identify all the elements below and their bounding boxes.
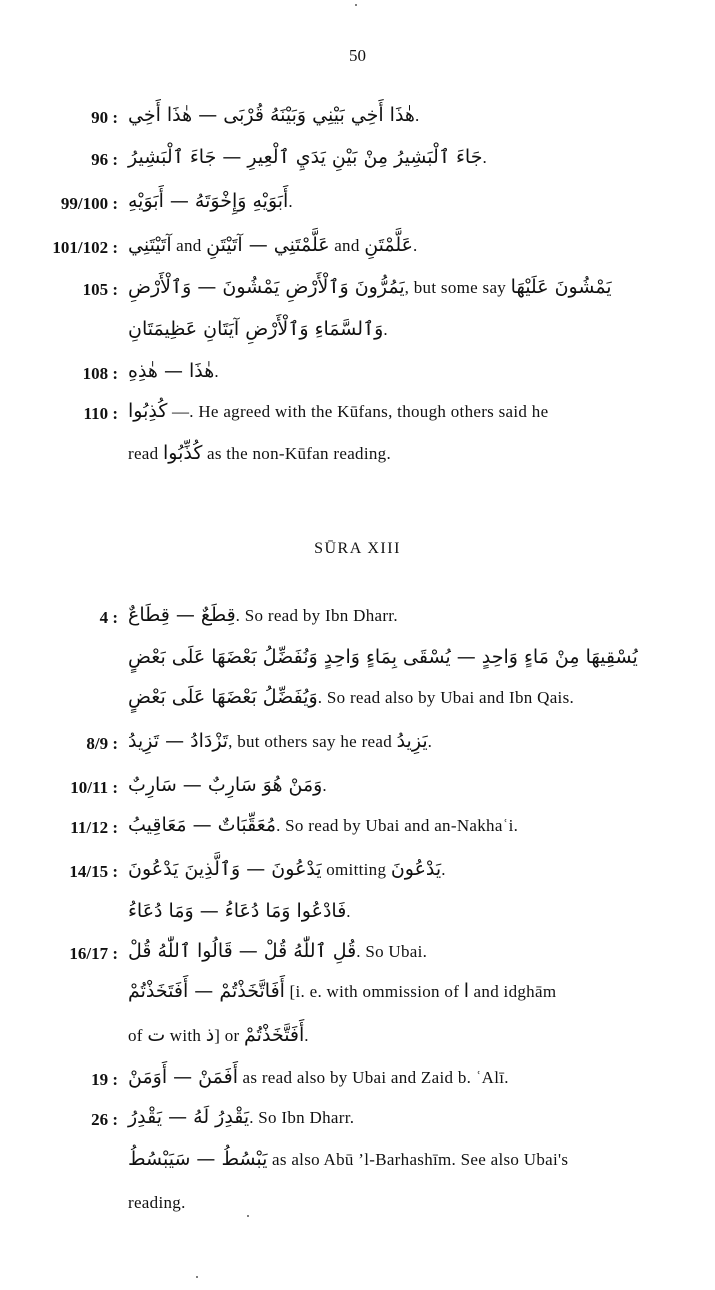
arabic-text: ذ xyxy=(205,1024,215,1046)
page-number: 50 xyxy=(349,46,366,65)
arabic-text: ا xyxy=(463,980,469,1002)
english-text: . xyxy=(346,902,351,921)
arabic-text: وَيُفَضِّلُ بَعْضَهَا عَلَى بَعْضٍ xyxy=(128,686,318,708)
reading-line xyxy=(128,686,574,709)
arabic-text: عَلَّمْتَنِي — آتَيْتَنِ xyxy=(206,234,330,256)
reading-line xyxy=(128,104,420,127)
english-text: . xyxy=(304,1026,309,1045)
english-text: . xyxy=(414,106,420,125)
english-text: . xyxy=(413,236,418,255)
reading-line xyxy=(128,980,556,1003)
english-text: . So read also by Ubai and Ibn Qais. xyxy=(317,688,575,707)
arabic-text: يَمْشُونَ عَلَيْهَا xyxy=(510,276,612,298)
print-speck xyxy=(355,4,357,6)
english-text: as the non-Kūfan reading. xyxy=(202,444,392,463)
reading-line xyxy=(128,360,219,383)
english-text: , but others say he read xyxy=(228,732,397,751)
print-speck xyxy=(196,1276,198,1278)
reading-line xyxy=(128,814,518,837)
verse-ref: 105 : xyxy=(82,280,118,299)
english-text: . xyxy=(322,776,327,795)
arabic-text: عَلَّمْتَنِ xyxy=(364,234,414,256)
verse-ref: 19 : xyxy=(91,1070,118,1089)
reading-line xyxy=(128,190,293,213)
reading-line xyxy=(128,318,388,341)
reading-line xyxy=(128,730,432,753)
arabic-text: قُلِ ٱللّٰهُ قُلْ — قَالُوا ٱللّٰهُ قُلْ xyxy=(128,940,357,962)
verse-ref: 10/11 : xyxy=(70,778,118,797)
reading-line xyxy=(128,1192,186,1214)
english-text: of xyxy=(128,1026,148,1045)
arabic-text: أَفَتَّخَذْتُمْ xyxy=(244,1024,305,1046)
arabic-text: هٰذَا أَخِي بَيْنِي وَبَيْنَهُ قُرْبَى — هٰذَا أَخِي xyxy=(128,104,415,126)
reading-line xyxy=(128,1066,509,1089)
verse-ref: 99/100 : xyxy=(60,194,118,213)
reading-line xyxy=(128,604,398,627)
arabic-text: يُسْقِيهَا مِنْ مَاءٍ وَاحِدٍ — يُسْقَى بِمَاءٍ وَاحِدٍ وَنُفَضِّلُ بَعْضَهَا عَلَى بَعْضٍ xyxy=(128,646,638,668)
english-text: . xyxy=(441,860,446,879)
english-text: . xyxy=(482,148,488,167)
english-text: . So Ibn Dharr. xyxy=(249,1108,355,1127)
arabic-text: يَمُرُّونَ وَٱلْأَرْضِ يَمْشُونَ — وَٱلْأَرْضِ xyxy=(128,276,405,298)
english-text: [i. e. with ommission of xyxy=(284,982,464,1001)
reading-line xyxy=(128,646,638,669)
verse-ref: 14/15 : xyxy=(69,862,118,881)
reading-line xyxy=(128,234,418,257)
english-text: as also Abū ’l-Barhashīm. See also Ubai's xyxy=(267,1150,569,1169)
verse-ref: 26 : xyxy=(91,1110,118,1129)
arabic-text: فَادْعُوا وَمَا دُعَاءُ — وَمَا دُعَاءُ xyxy=(128,900,347,922)
verse-ref: 16/17 : xyxy=(69,944,118,963)
arabic-text: ت xyxy=(147,1024,166,1046)
verse-ref: 108 : xyxy=(82,364,118,383)
english-text: ] or xyxy=(214,1026,245,1045)
verse-ref: 96 : xyxy=(91,150,118,169)
reading-line xyxy=(128,1024,309,1047)
reading-line xyxy=(128,400,548,423)
english-text: . So read by Ubai and an-Nakhaʿi. xyxy=(276,816,519,835)
print-speck xyxy=(247,1215,249,1217)
arabic-text: كُذِبُوا xyxy=(128,400,168,422)
arabic-text: أَبَوَيْهِ وَإِخْوَتَهُ — أَبَوَيْهِ xyxy=(128,190,289,212)
english-text: . xyxy=(214,362,219,381)
arabic-text: وَمَنْ هُوَ سَارِبٌ — سَارِبٌ xyxy=(128,774,323,796)
verse-ref: 101/102 : xyxy=(52,238,118,257)
arabic-text: يَزِيدُ xyxy=(396,730,428,752)
reading-line xyxy=(128,774,327,797)
arabic-text: أَفَاتَّخَذْتُمْ — أَفَتَخَذْتُمْ xyxy=(128,980,285,1002)
arabic-text: هٰذَا — هٰذِهِ xyxy=(128,360,215,382)
arabic-text: آتَيْتَنِي xyxy=(128,234,172,256)
verse-ref: 11/12 : xyxy=(70,818,118,837)
verse-ref: 8/9 : xyxy=(86,734,118,753)
english-text: —. He agreed with the Kūfans, though others said he xyxy=(167,402,549,421)
verse-ref: 90 : xyxy=(91,108,118,127)
arabic-text: يَقْدِرُ لَهُ — يَقْدِرُ xyxy=(128,1106,250,1128)
arabic-text: يَبْسُطُ — سَيَبْسُطُ xyxy=(128,1148,268,1170)
reading-line xyxy=(128,900,351,923)
english-text: omitting xyxy=(321,860,391,879)
english-text: with xyxy=(165,1026,206,1045)
english-text: reading. xyxy=(128,1193,186,1212)
arabic-text: يَدْعُونَ — وَٱلَّذِينَ يَدْعُونَ xyxy=(128,858,322,880)
english-text: . So read by Ibn Dharr. xyxy=(235,606,398,625)
reading-line xyxy=(128,442,391,465)
reading-line xyxy=(128,146,487,169)
english-text: read xyxy=(128,444,164,463)
english-text: . xyxy=(383,320,388,339)
english-text: and idghām xyxy=(469,982,557,1001)
reading-line xyxy=(128,858,446,881)
arabic-text: وَٱلسَّمَاءِ وَٱلْأَرْضِ آيَتَانِ عَظِيمَتَانِ xyxy=(128,318,384,340)
arabic-text: يَدْعُونَ xyxy=(390,858,442,880)
sura-heading: SŪRA XIII xyxy=(314,540,401,557)
arabic-text: قِطَعٌ — قِطَاعٌ xyxy=(128,604,236,626)
arabic-text: مُعَقِّبَاتٌ — مَعَاقِيبُ xyxy=(128,814,277,836)
english-text: , but some say xyxy=(404,278,511,297)
english-text: as read also by Ubai and Zaid b. ʿAlī. xyxy=(237,1068,509,1087)
arabic-text: أَفَمَنْ — أَوَمَنْ xyxy=(128,1066,238,1088)
english-text: . xyxy=(427,732,433,751)
reading-line xyxy=(128,1148,568,1171)
english-text: and xyxy=(171,236,207,255)
reading-line xyxy=(128,1106,354,1129)
verse-ref: 110 : xyxy=(83,404,118,423)
arabic-text: جَاءَ ٱلْبَشِيرُ مِنْ بَيْنِ يَدَيِ ٱلْعِيرِ — جَاءَ ٱلْبَشِيرُ xyxy=(128,146,483,168)
reading-line xyxy=(128,276,612,299)
reading-line xyxy=(128,940,427,963)
arabic-text: تَزْدَادُ — تَزِيدُ xyxy=(128,730,229,752)
english-text: and xyxy=(329,236,365,255)
arabic-text: كُذِّبُوا xyxy=(163,442,203,464)
english-text: . xyxy=(288,192,293,211)
english-text: . So Ubai. xyxy=(356,942,428,961)
verse-ref: 4 : xyxy=(99,608,118,627)
